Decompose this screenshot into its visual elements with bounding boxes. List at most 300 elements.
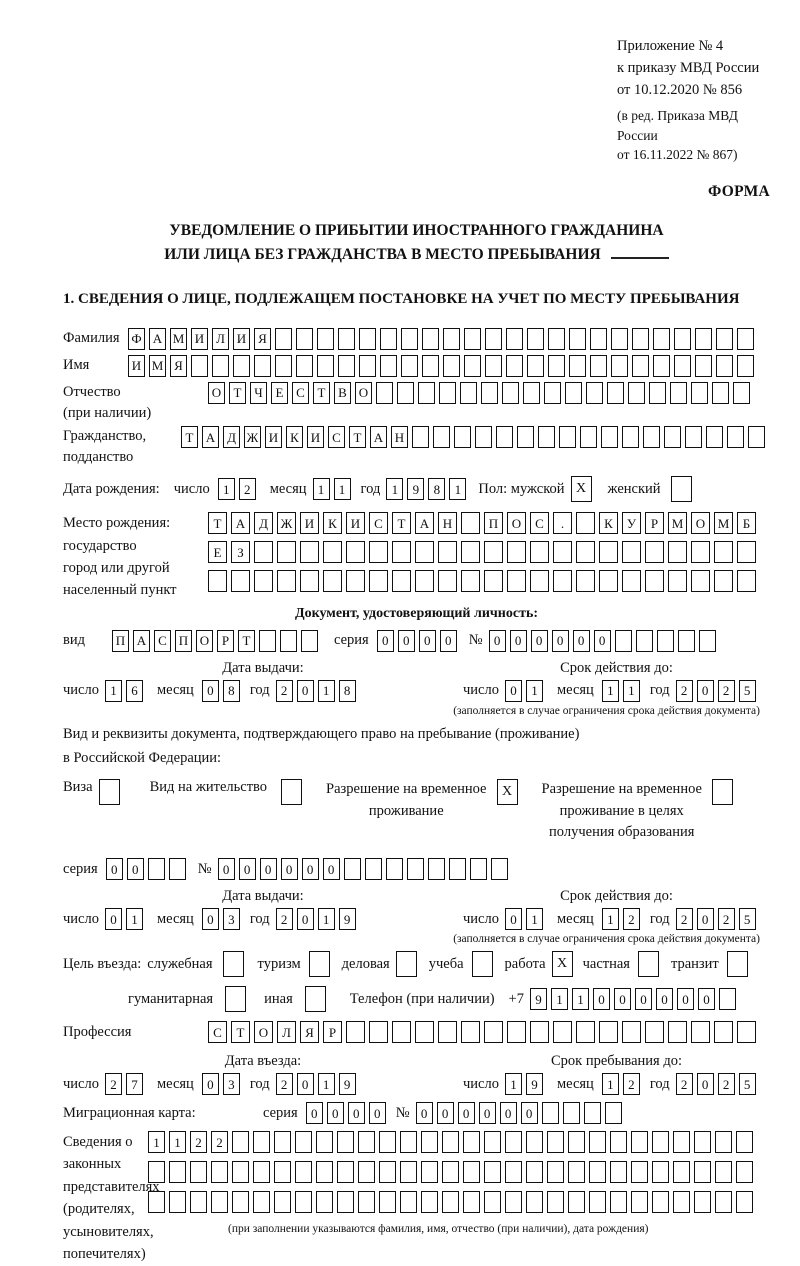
form-cell [590, 355, 607, 377]
valid-day-cells [505, 908, 547, 930]
form-cell: 0 [260, 858, 277, 880]
form-cell: П [484, 512, 503, 534]
form-cell [548, 328, 565, 350]
form-cell [527, 328, 544, 350]
form-cell [715, 1161, 732, 1183]
form-cell [481, 382, 498, 404]
entry-date-headers [63, 1053, 770, 1070]
form-cell: 2 [190, 1131, 207, 1153]
form-cell [277, 541, 296, 563]
year-label: год [649, 910, 670, 927]
form-cell [421, 1161, 438, 1183]
form-cell [392, 541, 411, 563]
form-cell [547, 1191, 564, 1213]
form-cell [685, 426, 702, 448]
permit-valid-group [463, 908, 760, 930]
form-cell [657, 630, 674, 652]
form-cell: 2 [718, 680, 735, 702]
form-cell [580, 426, 597, 448]
day-label: число [463, 910, 499, 927]
profession-label: Профессия [63, 1023, 132, 1040]
form-cell [668, 1021, 687, 1043]
form-cell: 0 [552, 630, 569, 652]
form-cell: Р [645, 512, 664, 534]
form-cell: 0 [614, 988, 631, 1010]
form-cell [599, 1021, 618, 1043]
form-cell: К [599, 512, 618, 534]
form-cell: 2 [718, 1073, 735, 1095]
form-cell: 2 [623, 1073, 640, 1095]
form-cell: 2 [676, 680, 693, 702]
form-cell: 0 [656, 988, 673, 1010]
profession-cells [208, 1021, 760, 1043]
visa-option [63, 779, 124, 805]
form-cell: 8 [339, 680, 356, 702]
form-cell [359, 355, 376, 377]
form-cell [632, 328, 649, 350]
form-cell: 0 [489, 630, 506, 652]
form-cell [401, 328, 418, 350]
form-cell: К [323, 512, 342, 534]
form-cell [553, 570, 572, 592]
form-cell [631, 1161, 648, 1183]
form-cell [412, 426, 429, 448]
form-cell [484, 1191, 501, 1213]
form-cell: 1 [551, 988, 568, 1010]
form-cell [254, 355, 271, 377]
form-cell: А [231, 512, 250, 534]
month-label: месяц [156, 910, 194, 927]
form-cell [454, 426, 471, 448]
visit-purpose-row2 [63, 986, 770, 1012]
form-cell: И [233, 328, 250, 350]
form-cell: 0 [416, 1102, 433, 1124]
purpose-transit-checkbox [727, 951, 752, 977]
form-cell [506, 355, 523, 377]
form-cell [438, 570, 457, 592]
form-cell [169, 1191, 186, 1213]
form-cell [507, 570, 526, 592]
form-cell [611, 328, 628, 350]
form-cell: 0 [505, 680, 522, 702]
form-cell [472, 951, 493, 977]
number-label: № [395, 1104, 410, 1121]
form-cell [379, 1161, 396, 1183]
form-cell [484, 1131, 501, 1153]
form-title-line1: УВЕДОМЛЕНИЕ О ПРИБЫТИИ ИНОСТРАННОГО ГРАЖДАНИНА [169, 221, 664, 239]
migration-number-cells [416, 1102, 626, 1124]
form-cell: 0 [127, 858, 144, 880]
form-cell [607, 382, 624, 404]
day-label: число [63, 910, 99, 927]
form-cell: 0 [697, 680, 714, 702]
form-cell [338, 355, 355, 377]
form-cell [232, 1191, 249, 1213]
form-cell [584, 1102, 601, 1124]
number-label: № [197, 860, 212, 877]
annex-edition-line: (в ред. Приказа МВД России [617, 108, 738, 143]
valid-year-cells [676, 680, 760, 702]
month-label: месяц [156, 682, 194, 699]
form-cell: 0 [500, 1102, 517, 1124]
form-cell [280, 630, 297, 652]
form-cell [673, 1131, 690, 1153]
form-cell [369, 541, 388, 563]
form-cell: 1 [148, 1131, 165, 1153]
form-cell [523, 382, 540, 404]
form-cell [191, 355, 208, 377]
birthplace-block [63, 512, 770, 602]
form-cell [530, 570, 549, 592]
form-cell [253, 1191, 270, 1213]
entry-dates [63, 1073, 770, 1095]
birth-year-cells [386, 478, 470, 500]
form-cell: С [328, 426, 345, 448]
form-cell: А [149, 328, 166, 350]
residence-permit-checkbox [281, 779, 306, 805]
year-label: год [249, 910, 270, 927]
form-cell: 0 [218, 858, 235, 880]
form-cell: 0 [297, 680, 314, 702]
form-cell: 3 [223, 1073, 240, 1095]
form-cell: И [307, 426, 324, 448]
issue-day-cells [105, 908, 147, 930]
form-cell [586, 382, 603, 404]
form-cell [337, 1191, 354, 1213]
representatives-row1-cells [148, 1131, 757, 1153]
form-cell [733, 382, 750, 404]
form-cell [376, 382, 393, 404]
form-cell [463, 1161, 480, 1183]
permit-paragraph-line2: в Российской Федерации: [63, 749, 222, 766]
form-cell [396, 951, 417, 977]
purpose-tourism-checkbox [309, 951, 334, 977]
form-cell [275, 328, 292, 350]
purpose-study-label: учеба [428, 955, 464, 972]
issue-day-cells [105, 680, 147, 702]
form-cell [673, 1161, 690, 1183]
form-cell [622, 1021, 641, 1043]
identity-doc-heading: Документ, удостоверяющий личность: [294, 605, 539, 621]
year-label: год [649, 1075, 670, 1092]
form-cell [392, 1021, 411, 1043]
form-cell [652, 1191, 669, 1213]
form-cell: 7 [126, 1073, 143, 1095]
form-cell: П [112, 630, 129, 652]
doc-number-cells [489, 630, 720, 652]
form-cell: 1 [105, 680, 122, 702]
form-cell [277, 570, 296, 592]
form-cell: 0 [105, 908, 122, 930]
identity-doc-dates [63, 680, 770, 702]
form-cell: У [622, 512, 641, 534]
form-cell [737, 355, 754, 377]
form-cell: В [334, 382, 351, 404]
form-cell [439, 382, 456, 404]
form-cell: 2 [276, 680, 293, 702]
form-cell [610, 1161, 627, 1183]
form-cell [401, 355, 418, 377]
form-cell [254, 541, 273, 563]
form-cell [653, 328, 670, 350]
form-cell [507, 541, 526, 563]
form-cell [695, 355, 712, 377]
purpose-work-checkbox [552, 951, 577, 977]
permit-paragraph [63, 723, 770, 771]
form-cell: 1 [623, 680, 640, 702]
form-cell [212, 355, 229, 377]
form-cell: 1 [602, 908, 619, 930]
form-cell: 0 [594, 630, 611, 652]
temp-residence-checkbox [497, 779, 522, 805]
seriya-label: серия [334, 632, 369, 649]
form-cell: 0 [297, 908, 314, 930]
form-cell [274, 1191, 291, 1213]
form-cell [589, 1131, 606, 1153]
form-cell: 0 [440, 630, 457, 652]
form-cell: 0 [521, 1102, 538, 1124]
form-cell: И [346, 512, 365, 534]
form-cell: Л [277, 1021, 296, 1043]
form-cell: 1 [449, 478, 466, 500]
form-cell: Т [349, 426, 366, 448]
form-cell [485, 328, 502, 350]
form-cell: 3 [223, 908, 240, 930]
purpose-business-label: деловая [341, 955, 390, 972]
form-cell: 2 [718, 908, 735, 930]
form-cell: 1 [218, 478, 235, 500]
form-cell: Ж [244, 426, 261, 448]
form-cell [505, 1191, 522, 1213]
stay-until-group [463, 1073, 760, 1095]
purpose-other-label: иная [264, 990, 293, 1007]
representatives-row2-cells [148, 1161, 757, 1183]
form-cell [544, 382, 561, 404]
birthplace-row3-cells [208, 570, 760, 592]
form-cell [461, 512, 480, 534]
form-cell [569, 328, 586, 350]
form-cell [422, 328, 439, 350]
form-cell: 1 [526, 908, 543, 930]
form-cell [99, 779, 120, 805]
annex-edition [617, 106, 770, 165]
form-cell [392, 570, 411, 592]
form-cell: Ч [250, 382, 267, 404]
form-cell: Е [208, 541, 227, 563]
form-cell [674, 355, 691, 377]
migration-card-label: Миграционная карта: [63, 1104, 196, 1121]
form-cell: 1 [386, 478, 403, 500]
form-cell [463, 1131, 480, 1153]
form-cell [636, 630, 653, 652]
form-cell [590, 328, 607, 350]
form-cell [464, 355, 481, 377]
form-cell [599, 541, 618, 563]
firstname-label: Имя [63, 357, 90, 374]
surname-label: Фамилия [63, 330, 120, 347]
form-cell [337, 1161, 354, 1183]
form-cell [323, 541, 342, 563]
form-cell [748, 426, 765, 448]
form-cell: 0 [327, 1102, 344, 1124]
form-cell [296, 328, 313, 350]
form-cell [148, 1161, 165, 1183]
form-cell [645, 541, 664, 563]
birthdate-label: Дата рождения: [63, 480, 160, 497]
form-cell [296, 355, 313, 377]
form-cell [569, 355, 586, 377]
form-cell [475, 426, 492, 448]
form-cell [295, 1191, 312, 1213]
identity-doc-row [63, 630, 770, 652]
year-label: год [649, 682, 670, 699]
month-label: месяц [269, 480, 307, 497]
form-cell [605, 1102, 622, 1124]
entry-year-cells [276, 1073, 360, 1095]
form-cell: 1 [505, 1073, 522, 1095]
form-cell [442, 1161, 459, 1183]
section1-heading: 1. СВЕДЕНИЯ О ЛИЦЕ, ПОДЛЕЖАЩЕМ ПОСТАНОВКЕ НА УЧЕТ ПО МЕСТУ ПРЕБЫВАНИЯ [63, 290, 740, 307]
seriya-label: серия [263, 1104, 298, 1121]
doc-type-label: вид [63, 632, 85, 649]
form-cell [484, 1021, 503, 1043]
birthplace-cells-col [208, 512, 760, 592]
form-cell [699, 630, 716, 652]
form-cell [691, 382, 708, 404]
form-cell: 0 [106, 858, 123, 880]
form-cell [208, 570, 227, 592]
month-label: месяц [156, 1075, 194, 1092]
form-cell: 8 [428, 478, 445, 500]
form-cell [674, 328, 691, 350]
form-cell: 0 [505, 908, 522, 930]
form-cell: X [571, 476, 592, 502]
stay-day-cells [505, 1073, 547, 1095]
form-cell [233, 355, 250, 377]
sex-female-checkbox [671, 476, 696, 502]
form-cell: 0 [698, 988, 715, 1010]
form-cell: И [128, 355, 145, 377]
form-cell [706, 426, 723, 448]
migration-seriya-cells [306, 1102, 390, 1124]
form-cell [442, 1191, 459, 1213]
phone-cells [530, 988, 740, 1010]
form-cell [610, 1131, 627, 1153]
form-cell [365, 858, 382, 880]
form-cell [568, 1191, 585, 1213]
form-cell [223, 951, 244, 977]
form-cell: 8 [223, 680, 240, 702]
form-cell: 0 [479, 1102, 496, 1124]
day-label: число [463, 1075, 499, 1092]
form-cell: 1 [572, 988, 589, 1010]
form-cell [346, 1021, 365, 1043]
form-cell [622, 541, 641, 563]
form-cell [442, 1131, 459, 1153]
phone-label: Телефон (при наличии) [349, 990, 495, 1007]
purpose-humanitarian-checkbox [225, 986, 250, 1012]
form-cell [484, 1161, 501, 1183]
form-cell: М [714, 512, 733, 534]
form-cell [695, 328, 712, 350]
form-cell: 2 [676, 908, 693, 930]
form-cell [169, 858, 186, 880]
form-cell [470, 858, 487, 880]
form-cell [507, 1021, 526, 1043]
day-label: число [63, 1075, 99, 1092]
form-cell: Ж [277, 512, 296, 534]
form-cell [232, 1161, 249, 1183]
annex-edition-line: от 16.11.2022 № 867) [617, 147, 738, 163]
form-cell: 0 [437, 1102, 454, 1124]
form-cell: 0 [323, 858, 340, 880]
fill-note: (при заполнении указываются фамилия, имя, отчество (при наличии), дата рождения) [228, 1223, 649, 1235]
form-cell [506, 328, 523, 350]
profession-row [63, 1021, 770, 1043]
form-cell: 0 [677, 988, 694, 1010]
form-cell: 0 [531, 630, 548, 652]
purpose-official-checkbox [223, 951, 248, 977]
form-cell [484, 570, 503, 592]
form-cell [542, 1102, 559, 1124]
form-cell [449, 858, 466, 880]
valid-month-cells [602, 908, 644, 930]
form-cell: Я [254, 328, 271, 350]
form-cell [485, 355, 502, 377]
form-cell [668, 541, 687, 563]
form-cell [415, 541, 434, 563]
form-cell [712, 779, 733, 805]
form-cell [716, 328, 733, 350]
form-cell: Я [300, 1021, 319, 1043]
temp-residence-label: Разрешение на временное проживание [326, 780, 487, 819]
form-cell [502, 382, 519, 404]
form-cell: 5 [739, 1073, 756, 1095]
form-cell [712, 382, 729, 404]
form-cell: 0 [281, 858, 298, 880]
stay-month-cells [602, 1073, 644, 1095]
surname-cells [128, 328, 758, 350]
form-cell [274, 1131, 291, 1153]
form-cell: О [691, 512, 710, 534]
form-cell: О [355, 382, 372, 404]
issue-year-cells [276, 680, 360, 702]
representatives-cells-col [148, 1131, 757, 1235]
form-cell [463, 1191, 480, 1213]
identity-issue-group [63, 680, 463, 702]
form-cell [421, 1131, 438, 1153]
form-cell [576, 512, 595, 534]
form-cell [464, 328, 481, 350]
form-cell [415, 1021, 434, 1043]
form-cell [736, 1191, 753, 1213]
permit-date-headers [63, 888, 770, 905]
form-cell [400, 1131, 417, 1153]
form-cell [670, 382, 687, 404]
form-cell [694, 1191, 711, 1213]
form-cell [694, 1131, 711, 1153]
form-cell: 0 [348, 1102, 365, 1124]
form-cell [460, 382, 477, 404]
annex-line: к приказу МВД России [617, 59, 760, 76]
form-cell: О [254, 1021, 273, 1043]
form-cell: 9 [407, 478, 424, 500]
identity-valid-group [463, 680, 760, 702]
sex-male-label: Пол: мужской [478, 480, 565, 497]
representatives-row3-cells [148, 1191, 757, 1213]
form-cell [369, 1021, 388, 1043]
form-cell: 1 [169, 1131, 186, 1153]
